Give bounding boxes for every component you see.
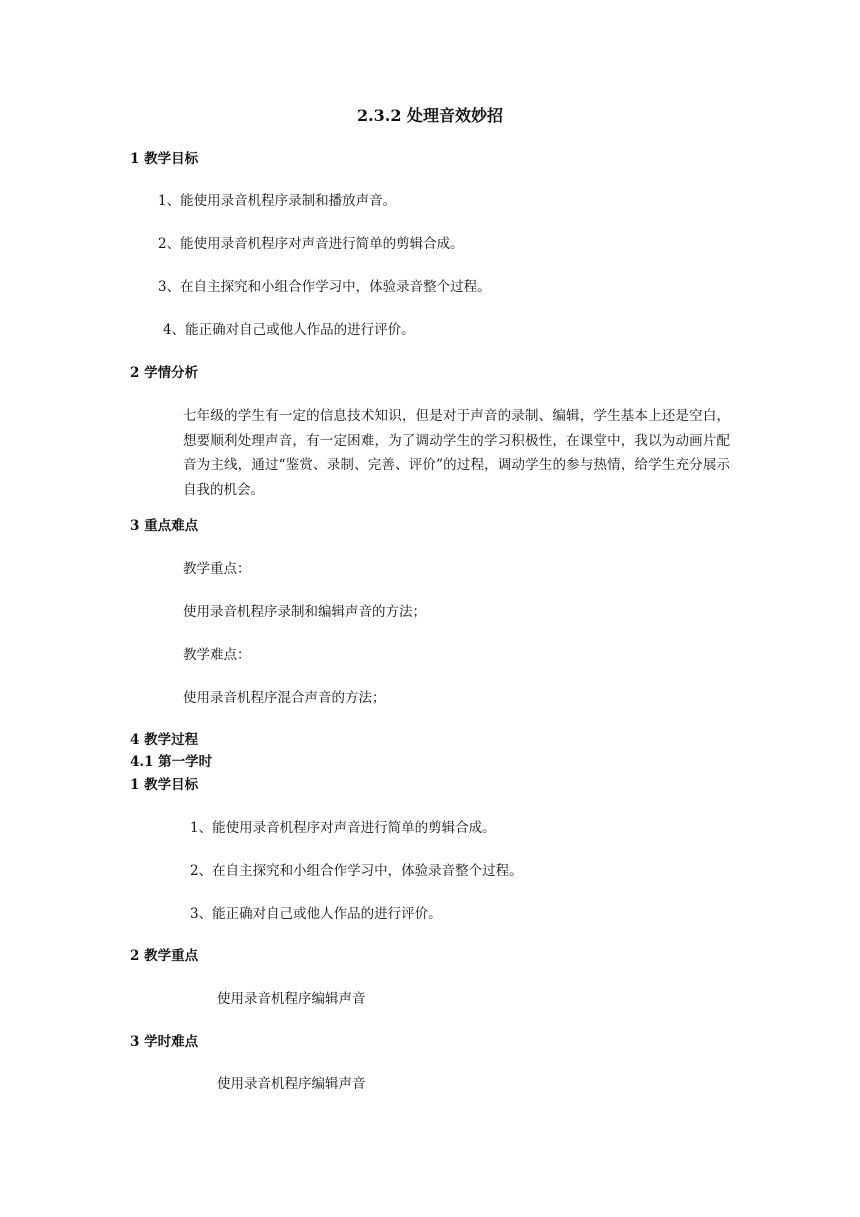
goal-item-4: 4、能正确对自己或他人作品的进行评价。: [163, 322, 415, 338]
period-goal-item-3: 3、能正确对自己或他人作品的进行评价。: [190, 906, 442, 922]
goal-item-2: 2、能使用录音机程序对声音进行简单的剪辑合成。: [158, 236, 464, 252]
period-goal-item-2: 2、在自主探究和小组合作学习中，体验录音整个过程。: [190, 863, 523, 879]
section-heading-teaching-process: 4 教学过程: [130, 732, 199, 748]
student-analysis-paragraph: 七年级的学生有一定的信息技术知识，但是对于声音的录制、编辑，学生基本上还是空白，想要顺利处理声音，有一定困难，为了调动学生的学习积极性，在课堂中，我以为动画片配音为主线，通过“鉴赏、录制、完善、评价”的过程，调动学生的参与热情，给学生充分展示自我的机会。: [183, 408, 730, 498]
key-point-label: 教学重点：: [183, 561, 251, 577]
difficult-point-text: 使用录音机程序混合声音的方法；: [183, 690, 386, 706]
subsection-heading-goals: 1 教学目标: [130, 777, 199, 793]
period-key-point-text: 使用录音机程序编辑声音: [217, 991, 366, 1007]
period-goal-item-1: 1、能使用录音机程序对声音进行简单的剪辑合成。: [190, 820, 496, 836]
document-title: 2.3.2 处理音效妙招: [356, 106, 504, 125]
subsection-heading-key-point: 2 教学重点: [130, 948, 199, 964]
section-heading-teaching-goals: 1 教学目标: [130, 151, 199, 167]
goal-item-1: 1、能使用录音机程序录制和播放声音。: [158, 193, 397, 209]
key-point-text: 使用录音机程序录制和编辑声音的方法；: [183, 604, 426, 620]
subsection-heading-difficulty: 3 学时难点: [130, 1034, 199, 1050]
subsection-heading-first-period: 4.1 第一学时: [130, 754, 213, 770]
section-heading-student-analysis: 2 学情分析: [130, 365, 199, 381]
difficult-point-label: 教学难点：: [183, 647, 251, 663]
section-heading-key-difficult-points: 3 重点难点: [130, 518, 199, 534]
goal-item-3: 3、在自主探究和小组合作学习中，体验录音整个过程。: [158, 279, 491, 295]
period-difficulty-text: 使用录音机程序编辑声音: [217, 1076, 366, 1092]
